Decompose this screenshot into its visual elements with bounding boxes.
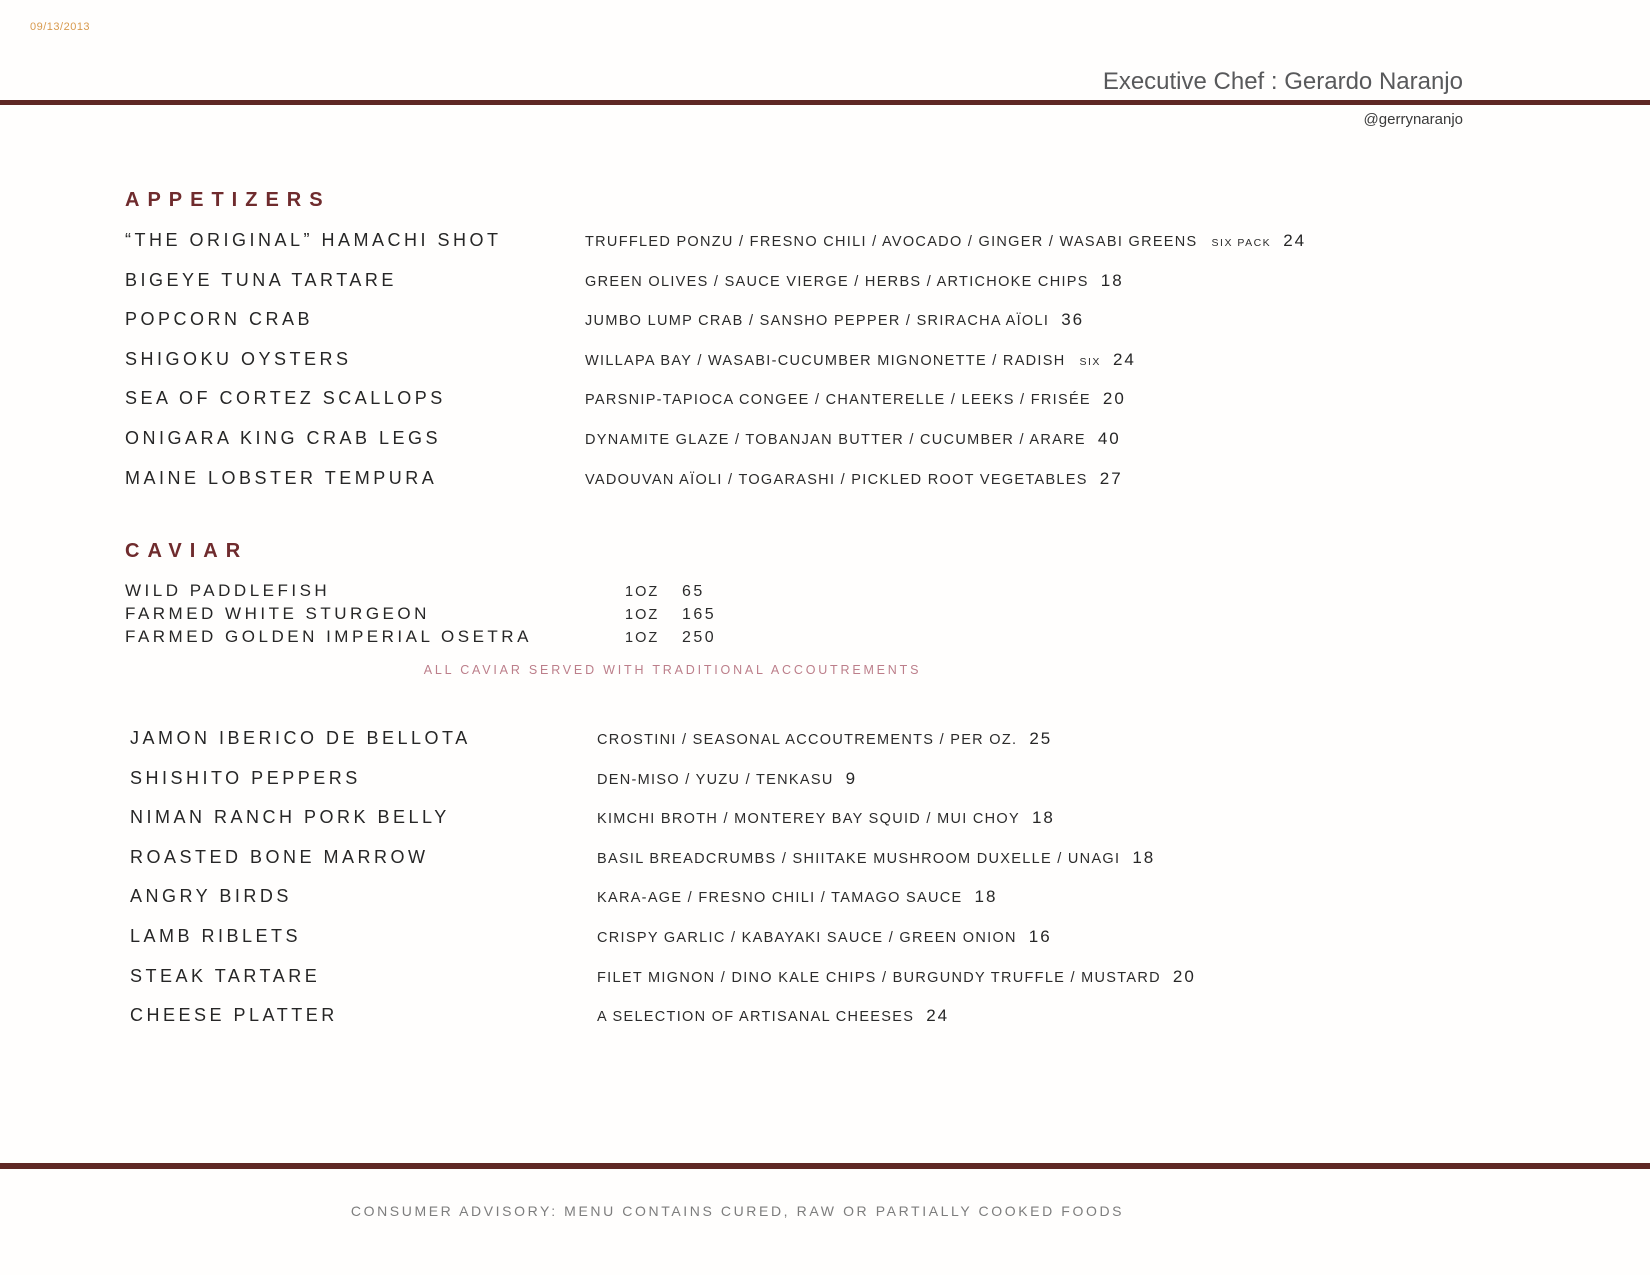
item-name: MAINE LOBSTER TEMPURA	[125, 467, 438, 488]
item-price: 25	[1029, 729, 1053, 748]
menu-item-row	[130, 768, 1530, 808]
caviar-item-unit: 1OZ	[625, 607, 660, 623]
caviar-heading: CAVIAR	[125, 540, 249, 562]
item-ingredients: GREEN OLIVES / SAUCE VIERGE / HERBS / ARTICHOKE CHIPS	[585, 273, 1089, 290]
item-description	[585, 389, 1126, 409]
menu-item-row	[125, 270, 1525, 310]
appetizers-list	[125, 230, 1525, 507]
caviar-item-unit: 1OZ	[625, 630, 660, 646]
item-price: 36	[1061, 310, 1085, 330]
item-price: 24	[1112, 349, 1136, 369]
item-description	[585, 429, 1121, 449]
item-name: BIGEYE TUNA TARTARE	[125, 269, 397, 290]
item-unit: SIX PACK	[1211, 237, 1272, 249]
item-ingredients: JUMBO LUMP CRAB / SANSHO PEPPER / SRIRACHA AÏOLI	[585, 313, 1050, 330]
caviar-item-row	[125, 604, 716, 627]
item-unit: SIX	[1079, 355, 1101, 368]
caviar-item-price: 65	[682, 583, 705, 600]
item-description	[585, 469, 1123, 489]
caviar-list	[125, 581, 716, 650]
caviar-item-name: WILD PADDLEFISH	[125, 581, 331, 600]
chef-name: Executive Chef : Gerardo Naranjo	[1102, 68, 1463, 95]
caviar-item-price: 165	[682, 606, 717, 623]
item-description	[585, 231, 1306, 251]
menu-item-row	[130, 807, 1530, 847]
item-ingredients: WILLAPA BAY / WASABI-CUCUMBER MIGNONETTE / RADISH	[585, 352, 1066, 369]
menu-date: 09/13/2013	[30, 21, 91, 33]
item-description	[597, 887, 997, 907]
item-ingredients: BASIL BREADCRUMBS / SHIITAKE MUSHROOM DUXELLE / UNAGI	[597, 850, 1121, 867]
item-name: LAMB RIBLETS	[130, 925, 302, 946]
item-description	[597, 769, 857, 789]
caviar-item-row	[125, 581, 716, 604]
item-name: “THE ORIGINAL” HAMACHI SHOT	[125, 230, 502, 250]
caviar-item-name: FARMED WHITE STURGEON	[125, 604, 430, 623]
item-description	[597, 808, 1055, 828]
menu-item-row	[125, 428, 1525, 468]
plates-list	[130, 728, 1530, 1045]
menu-item-row	[125, 349, 1525, 389]
item-price: 18	[974, 887, 998, 907]
item-name: STEAK TARTARE	[130, 965, 321, 986]
bottom-divider	[0, 1163, 1650, 1169]
item-price: 40	[1097, 428, 1121, 448]
item-price: 18	[1031, 808, 1055, 828]
menu-item-row	[125, 309, 1525, 349]
menu-item-row	[130, 728, 1530, 768]
item-name: CHEESE PLATTER	[130, 1005, 338, 1026]
item-description	[597, 967, 1196, 987]
item-description	[585, 271, 1124, 291]
caviar-item-name: FARMED GOLDEN IMPERIAL OSETRA	[125, 627, 532, 646]
item-price: 27	[1099, 468, 1123, 488]
item-price: 16	[1028, 926, 1052, 946]
item-ingredients: DEN-MISO / YUZU / TENKASU	[597, 771, 834, 788]
item-description	[585, 350, 1136, 370]
top-divider	[0, 100, 1650, 105]
item-name: ROASTED BONE MARROW	[130, 846, 429, 867]
menu-item-row	[130, 966, 1530, 1006]
item-ingredients: TRUFFLED PONZU / FRESNO CHILI / AVOCADO / GINGER / WASABI GREENS	[585, 234, 1198, 250]
item-description	[597, 729, 1052, 749]
item-price: 24	[926, 1006, 950, 1026]
item-description	[585, 310, 1084, 330]
caviar-item-price: 250	[682, 629, 717, 646]
item-ingredients: A SELECTION OF ARTISANAL CHEESES	[597, 1009, 915, 1026]
caviar-item-unit: 1OZ	[625, 584, 660, 600]
item-price: 18	[1132, 847, 1156, 867]
item-name: NIMAN RANCH PORK BELLY	[130, 807, 450, 828]
menu-item-row	[130, 847, 1530, 887]
twitter-handle: @gerrynaranjo	[1363, 111, 1463, 128]
caviar-item-row	[125, 627, 716, 650]
menu-item-row	[125, 388, 1525, 428]
menu-item-row	[130, 886, 1530, 926]
item-ingredients: VADOUVAN AÏOLI / TOGARASHI / PICKLED ROOT VEGETABLES	[585, 471, 1088, 488]
item-name: SEA OF CORTEZ SCALLOPS	[125, 388, 446, 409]
consumer-advisory: CONSUMER ADVISORY: MENU CONTAINS CURED, RAW OR PARTIALLY COOKED FOODS	[350, 1203, 1125, 1219]
item-price: 20	[1172, 966, 1196, 986]
menu-item-row	[125, 230, 1525, 270]
item-ingredients: KIMCHI BROTH / MONTEREY BAY SQUID / MUI CHOY	[597, 811, 1020, 828]
item-ingredients: CRISPY GARLIC / KABAYAKI SAUCE / GREEN ONION	[597, 929, 1017, 946]
item-description	[597, 927, 1052, 947]
item-ingredients: DYNAMITE GLAZE / TOBANJAN BUTTER / CUCUMBER / ARARE	[585, 431, 1086, 448]
item-ingredients: PARSNIP-TAPIOCA CONGEE / CHANTERELLE / LEEKS / FRISÉE	[585, 392, 1091, 409]
item-name: SHISHITO PEPPERS	[130, 767, 361, 788]
appetizers-heading: APPETIZERS	[125, 189, 331, 211]
caviar-note: ALL CAVIAR SERVED WITH TRADITIONAL ACCOUTREMENTS	[423, 663, 922, 677]
item-name: SHIGOKU OYSTERS	[125, 348, 352, 369]
item-ingredients: FILET MIGNON / DINO KALE CHIPS / BURGUNDY TRUFFLE / MUSTARD	[597, 969, 1161, 986]
item-description	[597, 1006, 949, 1026]
item-price: 9	[845, 768, 858, 788]
menu-item-row	[125, 468, 1525, 508]
item-price: 18	[1100, 270, 1124, 290]
item-name: JAMON IBERICO DE BELLOTA	[130, 728, 471, 748]
item-price: 20	[1102, 389, 1126, 409]
item-ingredients: CROSTINI / SEASONAL ACCOUTREMENTS / PER OZ.	[597, 732, 1018, 748]
item-ingredients: KARA-AGE / FRESNO CHILI / TAMAGO SAUCE	[597, 890, 963, 907]
item-description	[597, 848, 1155, 868]
item-name: ANGRY BIRDS	[130, 886, 292, 907]
menu-item-row	[130, 1005, 1530, 1045]
item-name: POPCORN CRAB	[125, 309, 314, 330]
item-name: ONIGARA KING CRAB LEGS	[125, 427, 442, 448]
menu-item-row	[130, 926, 1530, 966]
item-price: 24	[1283, 231, 1307, 250]
